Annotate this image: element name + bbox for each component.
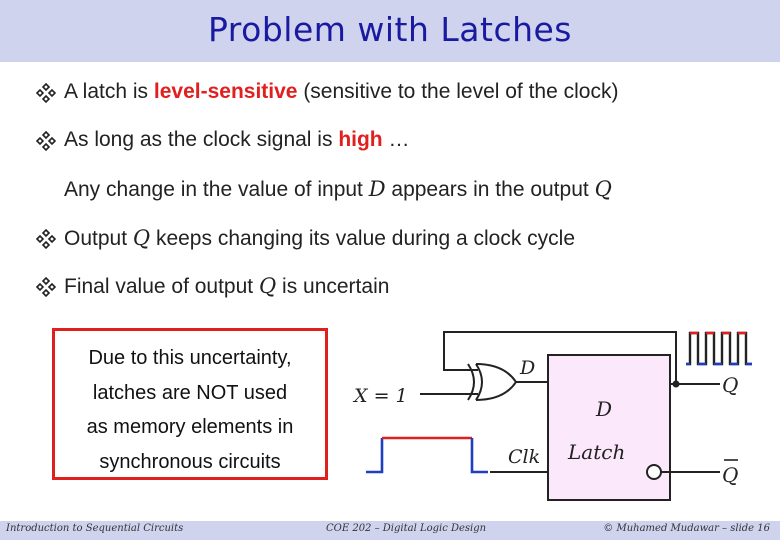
footer-course-topic: Introduction to Sequential Circuits xyxy=(6,523,184,534)
qbar-output-label: Q xyxy=(722,463,739,487)
junction-dot xyxy=(673,381,680,388)
title-bar xyxy=(0,0,780,62)
sub-line: Any change in the value of input D appears in the output Q xyxy=(64,177,612,201)
four-diamond-bullet-icon xyxy=(36,229,56,249)
four-diamond-bullet-icon xyxy=(36,83,56,103)
uncertainty-note-box xyxy=(52,328,328,480)
footer-author-slide: © Muhamed Mudawar – slide 16 xyxy=(603,523,770,534)
clk-input-label: Clk xyxy=(508,446,541,468)
q-output-label: Q xyxy=(722,373,739,397)
d-input-label: D xyxy=(520,357,536,379)
footer-course-name: COE 202 – Digital Logic Design xyxy=(326,523,487,534)
bullet-text: As long as the clock signal is high … xyxy=(64,128,410,151)
slide-title: Problem with Latches xyxy=(207,10,572,49)
q-oscillation-waveform xyxy=(686,333,752,364)
four-diamond-bullet-icon xyxy=(36,277,56,297)
four-diamond-bullet-icon xyxy=(36,131,56,151)
bullet-text: Final value of output Q is uncertain xyxy=(64,274,390,298)
bullet-text: Output Q keeps changing its value during a clock cycle xyxy=(64,226,576,250)
footer-bar xyxy=(0,521,780,540)
x-input-label: X = 1 xyxy=(354,385,408,407)
note-text: Due to this uncertainty, latches are NOT used as memory elements in synchronous circuits xyxy=(86,347,294,473)
latch-block-bottom-label: Latch xyxy=(568,440,626,464)
clock-pulse-waveform xyxy=(366,438,488,472)
latch-block-top-label: D xyxy=(596,397,613,421)
bullet-text: A latch is level-sensitive (sensitive to the level of the clock) xyxy=(64,80,619,103)
latch-circuit-diagram xyxy=(340,320,780,520)
inversion-bubble xyxy=(647,465,661,479)
